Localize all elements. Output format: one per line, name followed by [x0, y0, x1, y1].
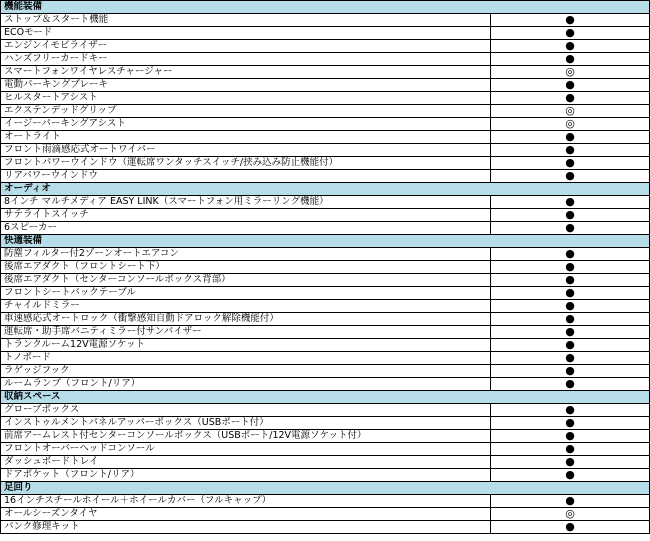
equipment-name: 後席エアダクト（センターコンソールボックス背部） [1, 274, 491, 287]
table-row [1, 430, 650, 443]
availability-mark: ● [491, 495, 650, 508]
availability-mark: ● [491, 313, 650, 326]
availability-mark: ● [491, 170, 650, 183]
section-header [1, 391, 650, 404]
table-row [1, 27, 650, 40]
availability-mark: ◎ [491, 105, 650, 118]
table-row [1, 261, 650, 274]
table-row [1, 352, 650, 365]
table-row [1, 508, 650, 521]
table-row [1, 456, 650, 469]
availability-mark: ● [491, 469, 650, 482]
table-row [1, 170, 650, 183]
equipment-name: フロント雨滴感応式オートワイパー [1, 144, 491, 157]
availability-mark: ● [491, 365, 650, 378]
table-row [1, 404, 650, 417]
equipment-name: ECOモード [1, 27, 491, 40]
table-row [1, 14, 650, 27]
table-row [1, 274, 650, 287]
equipment-name: グローブボックス [1, 404, 491, 417]
equipment-name: フロントパワーウインドウ（運転席ワンタッチスイッチ/挟み込み防止機能付） [1, 157, 491, 170]
table-row [1, 222, 650, 235]
equipment-name: 16インチスチールホイール＋ホイールカバー（フルキャップ） [1, 495, 491, 508]
table-row [1, 417, 650, 430]
table-row [1, 209, 650, 222]
table-row [1, 157, 650, 170]
availability-mark: ● [491, 261, 650, 274]
equipment-name: ストップ＆スタート機能 [1, 14, 491, 27]
equipment-name: 防塵フィルター付2ゾーンオートエアコン [1, 248, 491, 261]
table-row [1, 131, 650, 144]
equipment-name: エクステンデッドグリップ [1, 105, 491, 118]
table-row [1, 53, 650, 66]
availability-mark: ● [491, 326, 650, 339]
section-title: 収納スペース [1, 391, 650, 404]
section-header [1, 1, 650, 14]
section-title: 快適装備 [1, 235, 650, 248]
equipment-name: ラゲッジフック [1, 365, 491, 378]
table-row [1, 313, 650, 326]
section-title: 機能装備 [1, 1, 650, 14]
table-row [1, 495, 650, 508]
availability-mark: ◎ [491, 118, 650, 131]
equipment-name: ルームランプ（フロント/リア） [1, 378, 491, 391]
equipment-name: 車速感応式オートロック（衝撃感知自動ドアロック解除機能付） [1, 313, 491, 326]
equipment-name: 後席エアダクト（フロントシート下） [1, 261, 491, 274]
equipment-name: 前席アームレスト付センターコンソールボックス（USBポート/12V電源ソケット付） [1, 430, 491, 443]
availability-mark: ● [491, 92, 650, 105]
availability-mark: ● [491, 417, 650, 430]
table-row [1, 248, 650, 261]
table-row [1, 40, 650, 53]
equipment-name: 8インチ マルチメディア EASY LINK（スマートフォン用ミラーリング機能） [1, 196, 491, 209]
availability-mark: ● [491, 521, 650, 534]
equipment-name: トランクルーム12V電源ソケット [1, 339, 491, 352]
table-row [1, 469, 650, 482]
table-row [1, 326, 650, 339]
section-title: オーディオ [1, 183, 650, 196]
equipment-name: トノボード [1, 352, 491, 365]
equipment-name: オートライト [1, 131, 491, 144]
availability-mark: ● [491, 222, 650, 235]
equipment-name: イージーパーキングアシスト [1, 118, 491, 131]
table-row [1, 443, 650, 456]
table-row [1, 196, 650, 209]
availability-mark: ● [491, 14, 650, 27]
equipment-name: 6スピーカー [1, 222, 491, 235]
equipment-name: ハンズフリーカードキー [1, 53, 491, 66]
availability-mark: ◎ [491, 508, 650, 521]
availability-mark: ● [491, 352, 650, 365]
availability-mark: ● [491, 196, 650, 209]
equipment-name: サテライトスイッチ [1, 209, 491, 222]
section-header [1, 183, 650, 196]
availability-mark: ● [491, 27, 650, 40]
availability-mark: ● [491, 53, 650, 66]
equipment-name: パンク修理キット [1, 521, 491, 534]
availability-mark: ● [491, 157, 650, 170]
availability-mark: ● [491, 131, 650, 144]
equipment-name: リアパワーウインドウ [1, 170, 491, 183]
equipment-name: インストゥルメントパネルアッパーボックス（USBポート付） [1, 417, 491, 430]
availability-mark: ● [491, 248, 650, 261]
availability-mark: ● [491, 287, 650, 300]
availability-mark: ● [491, 144, 650, 157]
availability-mark: ● [491, 430, 650, 443]
equipment-name: チャイルドミラー [1, 300, 491, 313]
table-row [1, 287, 650, 300]
spec-table-body [1, 1, 650, 534]
section-header [1, 482, 650, 495]
availability-mark: ● [491, 274, 650, 287]
availability-mark: ● [491, 378, 650, 391]
table-row [1, 378, 650, 391]
availability-mark: ◎ [491, 66, 650, 79]
availability-mark: ● [491, 40, 650, 53]
table-row [1, 66, 650, 79]
availability-mark: ● [491, 404, 650, 417]
availability-mark: ● [491, 209, 650, 222]
equipment-name: フロントシートバックテーブル [1, 287, 491, 300]
equipment-name: スマートフォンワイヤレスチャージャー [1, 66, 491, 79]
availability-mark: ● [491, 443, 650, 456]
equipment-name: 電動パーキングブレーキ [1, 79, 491, 92]
table-row [1, 118, 650, 131]
availability-mark: ● [491, 456, 650, 469]
table-row [1, 339, 650, 352]
equipment-name: ヒルスタートアシスト [1, 92, 491, 105]
table-row [1, 105, 650, 118]
availability-mark: ● [491, 300, 650, 313]
equipment-name: ダッシュボードトレイ [1, 456, 491, 469]
equipment-name: ドアポケット（フロント/リア） [1, 469, 491, 482]
equipment-name: 運転席・助手席バニティミラー付サンバイザー [1, 326, 491, 339]
table-row [1, 365, 650, 378]
table-row [1, 521, 650, 534]
equipment-name: フロントオーバーヘッドコンソール [1, 443, 491, 456]
equipment-name: エンジンイモビライザー [1, 40, 491, 53]
equipment-name: オールシーズンタイヤ [1, 508, 491, 521]
availability-mark: ● [491, 79, 650, 92]
table-row [1, 79, 650, 92]
table-row [1, 92, 650, 105]
availability-mark: ● [491, 339, 650, 352]
table-row [1, 300, 650, 313]
section-header [1, 235, 650, 248]
section-title: 足回り [1, 482, 650, 495]
table-row [1, 144, 650, 157]
